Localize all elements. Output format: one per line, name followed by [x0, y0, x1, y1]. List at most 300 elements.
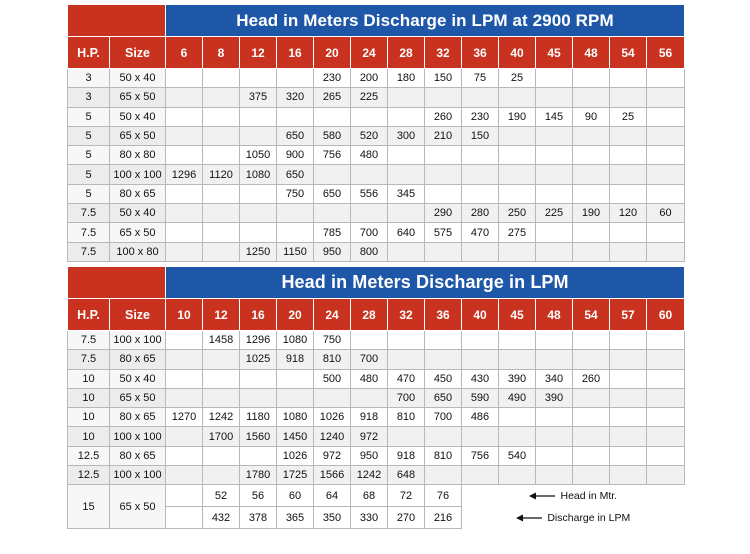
discharge-cell — [573, 126, 610, 145]
discharge-cell — [573, 466, 610, 485]
discharge-cell — [610, 350, 647, 369]
discharge-cell: 1700 — [203, 427, 240, 446]
head-column-header: 20 — [277, 299, 314, 331]
discharge-cell: 1180 — [240, 408, 277, 427]
head-column-header: 8 — [203, 37, 240, 69]
discharge-cell: 500 — [314, 369, 351, 388]
discharge-cell — [166, 466, 203, 485]
discharge-cell — [240, 69, 277, 88]
discharge-cell: 950 — [351, 446, 388, 465]
table-row — [68, 88, 685, 107]
discharge-cell: 800 — [351, 242, 388, 261]
discharge-cell: 520 — [351, 126, 388, 145]
discharge-cell — [573, 184, 610, 203]
discharge-cell — [388, 331, 425, 350]
discharge-cell: 950 — [314, 242, 351, 261]
head-column-header: 10 — [166, 299, 203, 331]
discharge-cell: 1242 — [351, 466, 388, 485]
head-column-header: 16 — [240, 299, 277, 331]
discharge-cell — [573, 146, 610, 165]
discharge-cell: 60 — [647, 204, 685, 223]
discharge-cell: 260 — [573, 369, 610, 388]
discharge-cell — [573, 88, 610, 107]
head-column-header: 45 — [536, 37, 573, 69]
discharge-cell — [203, 107, 240, 126]
discharge-cell: 785 — [314, 223, 351, 242]
discharge-cell — [314, 204, 351, 223]
discharge-cell: 470 — [388, 369, 425, 388]
discharge-cell — [203, 350, 240, 369]
lpm-value-cell: 432 — [203, 507, 240, 529]
discharge-cell: 120 — [610, 204, 647, 223]
discharge-cell — [647, 165, 685, 184]
discharge-cell — [425, 331, 462, 350]
discharge-cell: 1450 — [277, 427, 314, 446]
discharge-cell — [240, 223, 277, 242]
discharge-cell: 1725 — [277, 466, 314, 485]
discharge-cell — [610, 408, 647, 427]
size-column-header: Size — [110, 299, 166, 331]
discharge-cell: 580 — [314, 126, 351, 145]
size-cell: 80 x 65 — [110, 408, 166, 427]
table-row — [68, 485, 685, 507]
discharge-cell — [462, 88, 499, 107]
discharge-cell: 1025 — [240, 350, 277, 369]
discharge-cell — [203, 88, 240, 107]
hp-cell: 7.5 — [68, 223, 110, 242]
hp-cell: 7.5 — [68, 204, 110, 223]
head-column-header: 36 — [425, 299, 462, 331]
discharge-cell — [647, 331, 685, 350]
discharge-cell — [647, 369, 685, 388]
table-row — [68, 223, 685, 242]
head-column-header: 36 — [462, 37, 499, 69]
table-row — [68, 107, 685, 126]
hp-cell: 15 — [68, 485, 110, 529]
discharge-cell — [203, 204, 240, 223]
discharge-cell — [573, 331, 610, 350]
hp-cell: 7.5 — [68, 331, 110, 350]
discharge-cell — [203, 446, 240, 465]
discharge-cell — [536, 350, 573, 369]
lpm-value-cell: 216 — [425, 507, 462, 529]
table-title: Head in Meters Discharge in LPM — [166, 267, 685, 299]
discharge-cell — [166, 88, 203, 107]
discharge-cell: 260 — [425, 107, 462, 126]
discharge-cell — [610, 223, 647, 242]
table-row — [68, 388, 685, 407]
head-column-header: 12 — [240, 37, 277, 69]
size-cell: 80 x 65 — [110, 350, 166, 369]
size-cell: 100 x 100 — [110, 331, 166, 350]
discharge-cell: 756 — [462, 446, 499, 465]
discharge-cell — [240, 446, 277, 465]
discharge-cell: 590 — [462, 388, 499, 407]
head-value-cell — [166, 485, 203, 507]
discharge-cell — [166, 204, 203, 223]
arrow-left-icon — [516, 514, 542, 522]
discharge-cell: 700 — [351, 223, 388, 242]
discharge-cell — [166, 223, 203, 242]
table-row — [68, 69, 685, 88]
discharge-cell — [203, 146, 240, 165]
discharge-cell: 90 — [573, 107, 610, 126]
discharge-cell — [240, 204, 277, 223]
head-column-header: 54 — [573, 299, 610, 331]
table-row — [68, 350, 685, 369]
size-cell: 100 x 100 — [110, 165, 166, 184]
table-row — [68, 408, 685, 427]
discharge-cell: 650 — [277, 165, 314, 184]
hp-cell: 3 — [68, 88, 110, 107]
discharge-cell — [536, 446, 573, 465]
discharge-cell — [425, 427, 462, 446]
discharge-cell: 275 — [499, 223, 536, 242]
hp-cell: 12.5 — [68, 466, 110, 485]
discharge-cell: 900 — [277, 146, 314, 165]
hp-cell: 10 — [68, 388, 110, 407]
discharge-cell — [240, 126, 277, 145]
corner-block — [68, 267, 166, 299]
discharge-cell — [610, 388, 647, 407]
corner-block — [68, 5, 166, 37]
discharge-cell — [573, 165, 610, 184]
discharge-cell — [647, 242, 685, 261]
discharge-cell — [203, 466, 240, 485]
discharge-cell — [536, 126, 573, 145]
pump-table-2900rpm — [67, 4, 685, 262]
discharge-cell: 700 — [351, 350, 388, 369]
hp-cell: 10 — [68, 427, 110, 446]
size-cell: 65 x 50 — [110, 485, 166, 529]
discharge-cell — [388, 204, 425, 223]
discharge-cell — [277, 388, 314, 407]
lpm-value-cell: 350 — [314, 507, 351, 529]
discharge-cell: 180 — [388, 69, 425, 88]
discharge-cell — [388, 88, 425, 107]
discharge-cell: 1026 — [277, 446, 314, 465]
head-column-header: 28 — [388, 37, 425, 69]
head-column-header: 28 — [351, 299, 388, 331]
discharge-cell — [277, 223, 314, 242]
hp-cell: 10 — [68, 369, 110, 388]
discharge-cell — [499, 408, 536, 427]
discharge-cell: 972 — [351, 427, 388, 446]
discharge-cell: 1780 — [240, 466, 277, 485]
discharge-cell — [499, 331, 536, 350]
size-cell: 80 x 65 — [110, 184, 166, 203]
discharge-cell — [166, 427, 203, 446]
discharge-cell: 575 — [425, 223, 462, 242]
discharge-cell: 480 — [351, 146, 388, 165]
discharge-cell — [351, 388, 388, 407]
discharge-cell — [610, 126, 647, 145]
legend-head — [462, 485, 685, 507]
discharge-cell: 1560 — [240, 427, 277, 446]
table-row — [68, 184, 685, 203]
discharge-cell: 300 — [388, 126, 425, 145]
size-cell: 50 x 40 — [110, 107, 166, 126]
lpm-value-cell: 378 — [240, 507, 277, 529]
discharge-cell: 700 — [388, 388, 425, 407]
head-column-header: 40 — [499, 37, 536, 69]
legend-lpm — [462, 507, 685, 529]
discharge-cell: 486 — [462, 408, 499, 427]
size-cell: 50 x 40 — [110, 369, 166, 388]
discharge-cell — [388, 427, 425, 446]
size-column-header: Size — [110, 37, 166, 69]
discharge-cell: 320 — [277, 88, 314, 107]
discharge-cell — [203, 388, 240, 407]
discharge-cell — [536, 242, 573, 261]
discharge-cell: 972 — [314, 446, 351, 465]
discharge-cell: 265 — [314, 88, 351, 107]
hp-column-header: H.P. — [68, 37, 110, 69]
hp-cell: 5 — [68, 165, 110, 184]
discharge-cell — [166, 107, 203, 126]
discharge-cell — [388, 146, 425, 165]
discharge-cell — [462, 466, 499, 485]
head-column-header: 54 — [610, 37, 647, 69]
discharge-cell — [573, 242, 610, 261]
table-row — [68, 466, 685, 485]
discharge-cell — [573, 408, 610, 427]
discharge-cell: 340 — [536, 369, 573, 388]
discharge-cell: 470 — [462, 223, 499, 242]
head-value-cell: 64 — [314, 485, 351, 507]
discharge-cell — [610, 69, 647, 88]
discharge-cell: 145 — [536, 107, 573, 126]
discharge-cell: 918 — [277, 350, 314, 369]
table-row — [68, 242, 685, 261]
discharge-cell: 150 — [462, 126, 499, 145]
table-row — [68, 331, 685, 350]
discharge-cell — [647, 223, 685, 242]
head-column-header: 32 — [425, 37, 462, 69]
discharge-cell — [647, 69, 685, 88]
size-cell: 50 x 40 — [110, 204, 166, 223]
discharge-cell — [536, 184, 573, 203]
discharge-cell — [647, 427, 685, 446]
table-row — [68, 204, 685, 223]
discharge-cell — [351, 204, 388, 223]
size-cell: 100 x 100 — [110, 466, 166, 485]
discharge-cell: 1296 — [166, 165, 203, 184]
head-column-header: 16 — [277, 37, 314, 69]
legend-lpm-label: Discharge in LPM — [547, 511, 631, 524]
discharge-cell — [425, 242, 462, 261]
discharge-cell — [203, 369, 240, 388]
discharge-cell — [536, 165, 573, 184]
discharge-cell — [166, 369, 203, 388]
discharge-cell: 810 — [388, 408, 425, 427]
discharge-cell — [499, 427, 536, 446]
table-row — [68, 146, 685, 165]
discharge-cell: 375 — [240, 88, 277, 107]
discharge-cell: 345 — [388, 184, 425, 203]
discharge-cell: 918 — [351, 408, 388, 427]
discharge-cell — [647, 126, 685, 145]
discharge-cell — [425, 165, 462, 184]
discharge-cell — [351, 331, 388, 350]
discharge-cell: 480 — [351, 369, 388, 388]
discharge-cell — [499, 350, 536, 369]
head-column-header: 40 — [462, 299, 499, 331]
discharge-cell: 750 — [277, 184, 314, 203]
discharge-cell — [462, 427, 499, 446]
discharge-cell: 1026 — [314, 408, 351, 427]
lpm-value-cell: 330 — [351, 507, 388, 529]
discharge-cell: 1120 — [203, 165, 240, 184]
discharge-cell — [647, 466, 685, 485]
discharge-cell — [499, 165, 536, 184]
discharge-cell: 540 — [499, 446, 536, 465]
discharge-cell: 1270 — [166, 408, 203, 427]
discharge-cell: 200 — [351, 69, 388, 88]
head-value-cell: 56 — [240, 485, 277, 507]
discharge-cell: 750 — [314, 331, 351, 350]
discharge-cell — [277, 107, 314, 126]
discharge-cell — [240, 369, 277, 388]
discharge-cell — [536, 69, 573, 88]
discharge-cell — [166, 69, 203, 88]
discharge-cell — [610, 165, 647, 184]
lpm-value-cell: 365 — [277, 507, 314, 529]
discharge-cell — [536, 466, 573, 485]
discharge-cell — [203, 184, 240, 203]
discharge-cell — [462, 165, 499, 184]
discharge-cell — [425, 350, 462, 369]
discharge-cell: 430 — [462, 369, 499, 388]
discharge-cell: 225 — [351, 88, 388, 107]
discharge-cell: 25 — [499, 69, 536, 88]
discharge-cell — [166, 331, 203, 350]
head-column-header: 48 — [573, 37, 610, 69]
discharge-cell — [203, 223, 240, 242]
hp-cell: 10 — [68, 408, 110, 427]
discharge-cell — [203, 242, 240, 261]
discharge-cell — [351, 165, 388, 184]
discharge-cell — [647, 107, 685, 126]
discharge-cell: 1296 — [240, 331, 277, 350]
head-column-header: 24 — [351, 37, 388, 69]
size-cell: 65 x 50 — [110, 223, 166, 242]
discharge-cell — [166, 350, 203, 369]
discharge-cell — [573, 427, 610, 446]
discharge-cell — [647, 88, 685, 107]
discharge-cell — [277, 369, 314, 388]
pump-table-lpm — [67, 266, 685, 529]
discharge-cell — [166, 446, 203, 465]
discharge-cell: 1080 — [240, 165, 277, 184]
head-value-cell: 68 — [351, 485, 388, 507]
hp-cell: 5 — [68, 107, 110, 126]
discharge-cell — [647, 388, 685, 407]
table-title: Head in Meters Discharge in LPM at 2900 RPM — [166, 5, 685, 37]
discharge-cell — [499, 146, 536, 165]
table-row — [68, 369, 685, 388]
size-cell: 65 x 50 — [110, 126, 166, 145]
discharge-cell: 75 — [462, 69, 499, 88]
discharge-cell: 1050 — [240, 146, 277, 165]
discharge-cell — [573, 69, 610, 88]
lpm-value-cell: 270 — [388, 507, 425, 529]
discharge-cell: 230 — [462, 107, 499, 126]
size-cell: 100 x 80 — [110, 242, 166, 261]
head-value-cell: 52 — [203, 485, 240, 507]
discharge-cell: 810 — [425, 446, 462, 465]
discharge-cell: 756 — [314, 146, 351, 165]
hp-cell: 7.5 — [68, 350, 110, 369]
discharge-cell — [314, 388, 351, 407]
discharge-cell — [166, 184, 203, 203]
discharge-cell — [388, 165, 425, 184]
hp-cell: 12.5 — [68, 446, 110, 465]
discharge-cell: 1242 — [203, 408, 240, 427]
discharge-cell — [166, 146, 203, 165]
discharge-cell — [647, 350, 685, 369]
discharge-cell — [536, 223, 573, 242]
discharge-cell — [610, 184, 647, 203]
discharge-cell: 1150 — [277, 242, 314, 261]
size-cell: 65 x 50 — [110, 388, 166, 407]
discharge-cell: 1250 — [240, 242, 277, 261]
discharge-cell: 1566 — [314, 466, 351, 485]
discharge-cell — [610, 369, 647, 388]
discharge-cell — [462, 184, 499, 203]
size-cell: 65 x 50 — [110, 88, 166, 107]
discharge-cell — [425, 88, 462, 107]
head-column-header: 24 — [314, 299, 351, 331]
head-column-header: 32 — [388, 299, 425, 331]
head-column-header: 60 — [647, 299, 685, 331]
discharge-cell — [499, 242, 536, 261]
discharge-cell — [166, 126, 203, 145]
discharge-cell — [610, 446, 647, 465]
discharge-cell: 810 — [314, 350, 351, 369]
hp-cell: 5 — [68, 126, 110, 145]
discharge-cell — [388, 107, 425, 126]
discharge-cell: 556 — [351, 184, 388, 203]
head-column-header: 56 — [647, 37, 685, 69]
head-column-header: 20 — [314, 37, 351, 69]
discharge-cell — [499, 126, 536, 145]
head-column-header: 12 — [203, 299, 240, 331]
discharge-cell — [166, 388, 203, 407]
discharge-cell — [240, 107, 277, 126]
discharge-cell: 1080 — [277, 408, 314, 427]
discharge-cell — [425, 466, 462, 485]
discharge-cell — [203, 69, 240, 88]
discharge-cell — [573, 446, 610, 465]
head-value-cell: 72 — [388, 485, 425, 507]
discharge-cell — [647, 146, 685, 165]
discharge-cell: 150 — [425, 69, 462, 88]
discharge-cell: 25 — [610, 107, 647, 126]
discharge-cell — [573, 350, 610, 369]
legend-head-label: Head in Mtr. — [560, 490, 618, 503]
hp-column-header: H.P. — [68, 299, 110, 331]
table-row — [68, 427, 685, 446]
discharge-cell: 1458 — [203, 331, 240, 350]
discharge-cell: 700 — [425, 408, 462, 427]
discharge-cell — [536, 427, 573, 446]
discharge-cell — [536, 408, 573, 427]
head-value-cell: 76 — [425, 485, 462, 507]
discharge-cell — [462, 331, 499, 350]
size-cell: 100 x 100 — [110, 427, 166, 446]
discharge-cell — [277, 69, 314, 88]
